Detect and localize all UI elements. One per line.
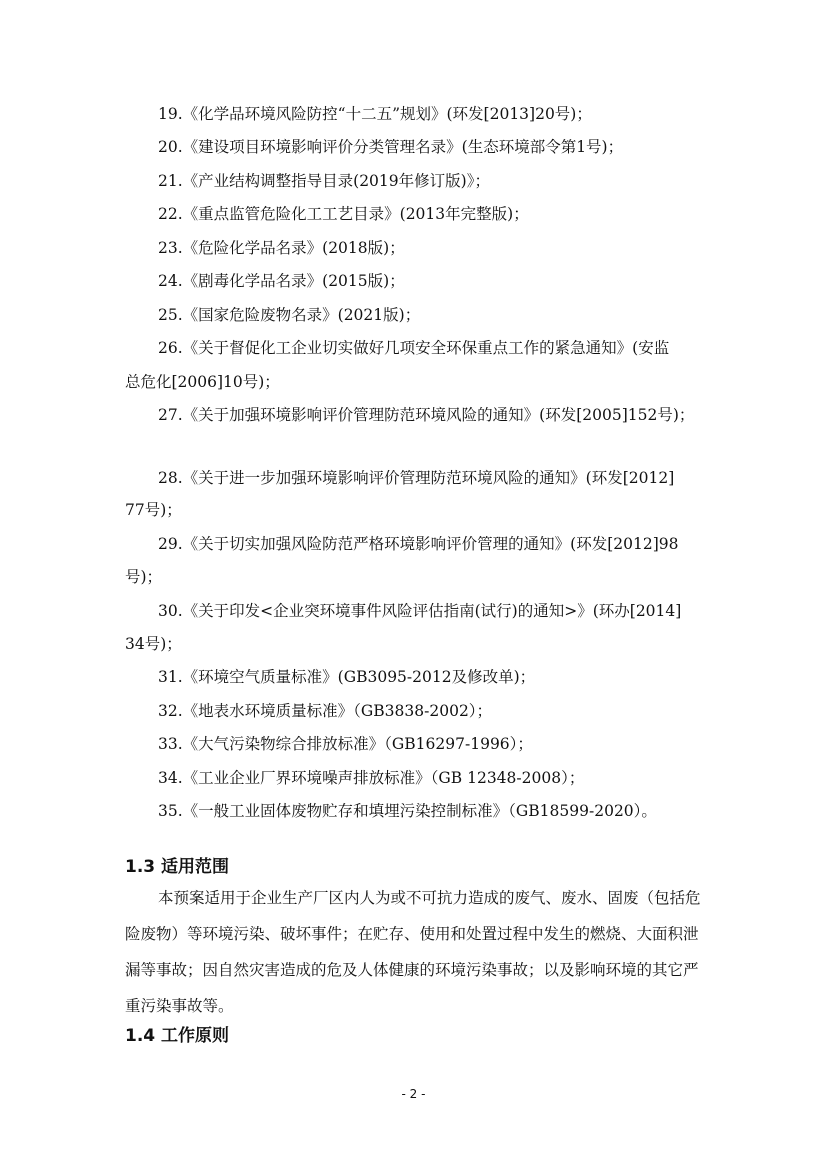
reference-item: 26.《关于督促化工企业切实做好几项安全环保重点工作的紧急通知》(安监 — [158, 339, 670, 357]
section-heading-scope: 1.3 适用范围 — [125, 857, 230, 877]
reference-item-continued: 号)； — [125, 568, 163, 586]
reference-item-continued: 总危化[2006]10号)； — [125, 373, 280, 391]
section-heading-principles: 1.4 工作原则 — [125, 1026, 230, 1046]
reference-item: 30.《关于印发<企业突环境事件风险评估指南(试行)的通知>》(环办[2014] — [158, 602, 682, 620]
reference-item: 35.《一般工业固体废物贮存和填埋污染控制标准》（GB18599-2020）。 — [158, 802, 657, 820]
section-scope-text: 本预案适用于企业生产厂区内人为或不可抗力造成的废气、废水、固废（包括危险废物）等环境污染、破坏事件；在贮存、使用和处置过程中发生的燃烧、大面积泄漏等事故；因自然灾害造成的危及人体健康的环境污染事故；以及影响环境的其它严重污染事故等。 — [125, 889, 701, 1015]
reference-item: 25.《国家危险废物名录》(2021版)； — [158, 306, 421, 324]
reference-item-continued: 77号)； — [125, 501, 182, 519]
page-number: - 2 - — [401, 1087, 426, 1101]
reference-item: 29.《关于切实加强风险防范严格环境影响评价管理的通知》(环发[2012]98 — [158, 535, 679, 553]
reference-item-continued: 34号)； — [125, 635, 182, 653]
reference-item: 34.《工业企业厂界环境噪声排放标准》（GB 12348-2008）； — [158, 769, 585, 787]
reference-item: 21.《产业结构调整指导目录(2019年修订版)》； — [158, 172, 490, 190]
reference-item: 31.《环境空气质量标准》(GB3095-2012及修改单)； — [158, 668, 536, 686]
reference-item: 19.《化学品环境风险防控“十二五”规划》(环发[2013]20号)； — [158, 105, 592, 123]
reference-item: 27.《关于加强环境影响评价管理防范环境风险的通知》(环发[2005]152号)； — [158, 406, 695, 424]
reference-item: 24.《剧毒化学品名录》(2015版)； — [158, 272, 405, 290]
reference-item: 20.《建设项目环境影响评价分类管理名录》(生态环境部令第1号)； — [158, 138, 624, 156]
reference-item: 22.《重点监管危险化工工艺目录》(2013年完整版)； — [158, 205, 529, 223]
reference-item: 23.《危险化学品名录》(2018版)； — [158, 239, 405, 257]
reference-item: 28.《关于进一步加强环境影响评价管理防范环境风险的通知》(环发[2012] — [158, 469, 675, 487]
section-scope-body — [125, 880, 705, 1024]
reference-item: 33.《大气污染物综合排放标准》（GB16297-1996）； — [158, 735, 533, 753]
reference-item: 32.《地表水环境质量标准》（GB3838-2002）； — [158, 702, 493, 720]
